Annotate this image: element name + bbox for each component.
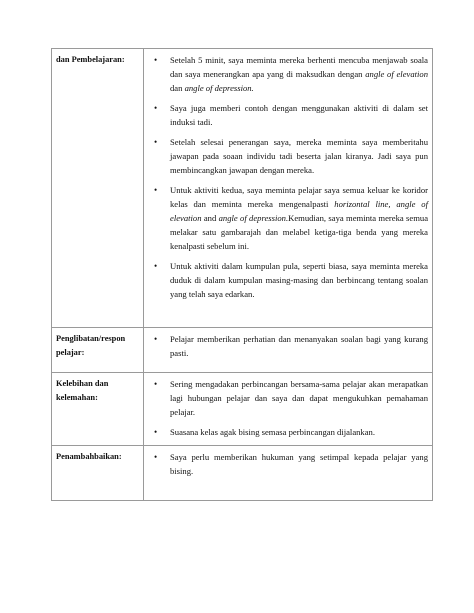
bullet-list: [148, 332, 428, 360]
table-row-kelebihan: [52, 373, 433, 446]
bullet-item: • Setelah selesai penerangan saya, mereka meminta saya memberitahu jawapan pada soaan individu tadi beserta jalan kiranya. Jadi saya pun membincangkan jawapan dengan mereka.: [148, 135, 428, 177]
table-row-penglibatan: [52, 328, 433, 373]
bullet-item: • Setelah 5 minit, saya meminta mereka berhenti mencuba menjawab soala dan saya menerangkan apa yang di maksudkan dengan angle of elevation dan angle of depression.: [148, 53, 428, 95]
row-label: Penambahbaikan:: [52, 446, 144, 501]
row-content: [144, 49, 433, 328]
bullet-item: • Untuk aktiviti kedua, saya meminta pelajar saya semua keluar ke koridor kelas dan meminta mereka mengenalpasti horizontal line, angle of elevation and angle of depression.Kemudian, saya meminta mereka semua melakar satu gambarajah dan melabel ketiga-tiga benda yang mereka kenalpasti sebelum ini.: [148, 183, 428, 253]
bullet-list: [148, 377, 428, 439]
table-row-pembelajaran: [52, 49, 433, 328]
bullet-item: • Saya perlu memberikan hukuman yang setimpal kepada pelajar yang bising.: [148, 450, 428, 478]
bullet-list: [148, 53, 428, 301]
bullet-item: • Saya juga memberi contoh dengan menggunakan aktiviti di dalam set induksi tadi.: [148, 101, 428, 129]
bullet-item: • Pelajar memberikan perhatian dan menanyakan soalan bagi yang kurang pasti.: [148, 332, 428, 360]
row-label: Kelebihan dan kelemahan:: [52, 373, 144, 446]
table-row-penambahbaikan: [52, 446, 433, 501]
reflection-table: [51, 48, 433, 501]
row-content: [144, 446, 433, 501]
row-label: Penglibatan/respon pelajar:: [52, 328, 144, 373]
bullet-item: • Sering mengadakan perbincangan bersama-sama pelajar akan merapatkan lagi hubungan pelajar dan saya dan dapat mengukuhkan pemahaman pelajar.: [148, 377, 428, 419]
bullet-list: [148, 450, 428, 478]
row-content: [144, 373, 433, 446]
bullet-item: • Untuk aktiviti dalam kumpulan pula, seperti biasa, saya meminta mereka duduk di dalam kumpulan masing-masing dan berbincang tentang soalan yang telah saya edarkan.: [148, 259, 428, 301]
row-content: [144, 328, 433, 373]
row-label: dan Pembelajaran:: [52, 49, 144, 328]
bullet-item: • Suasana kelas agak bising semasa perbincangan dijalankan.: [148, 425, 428, 439]
